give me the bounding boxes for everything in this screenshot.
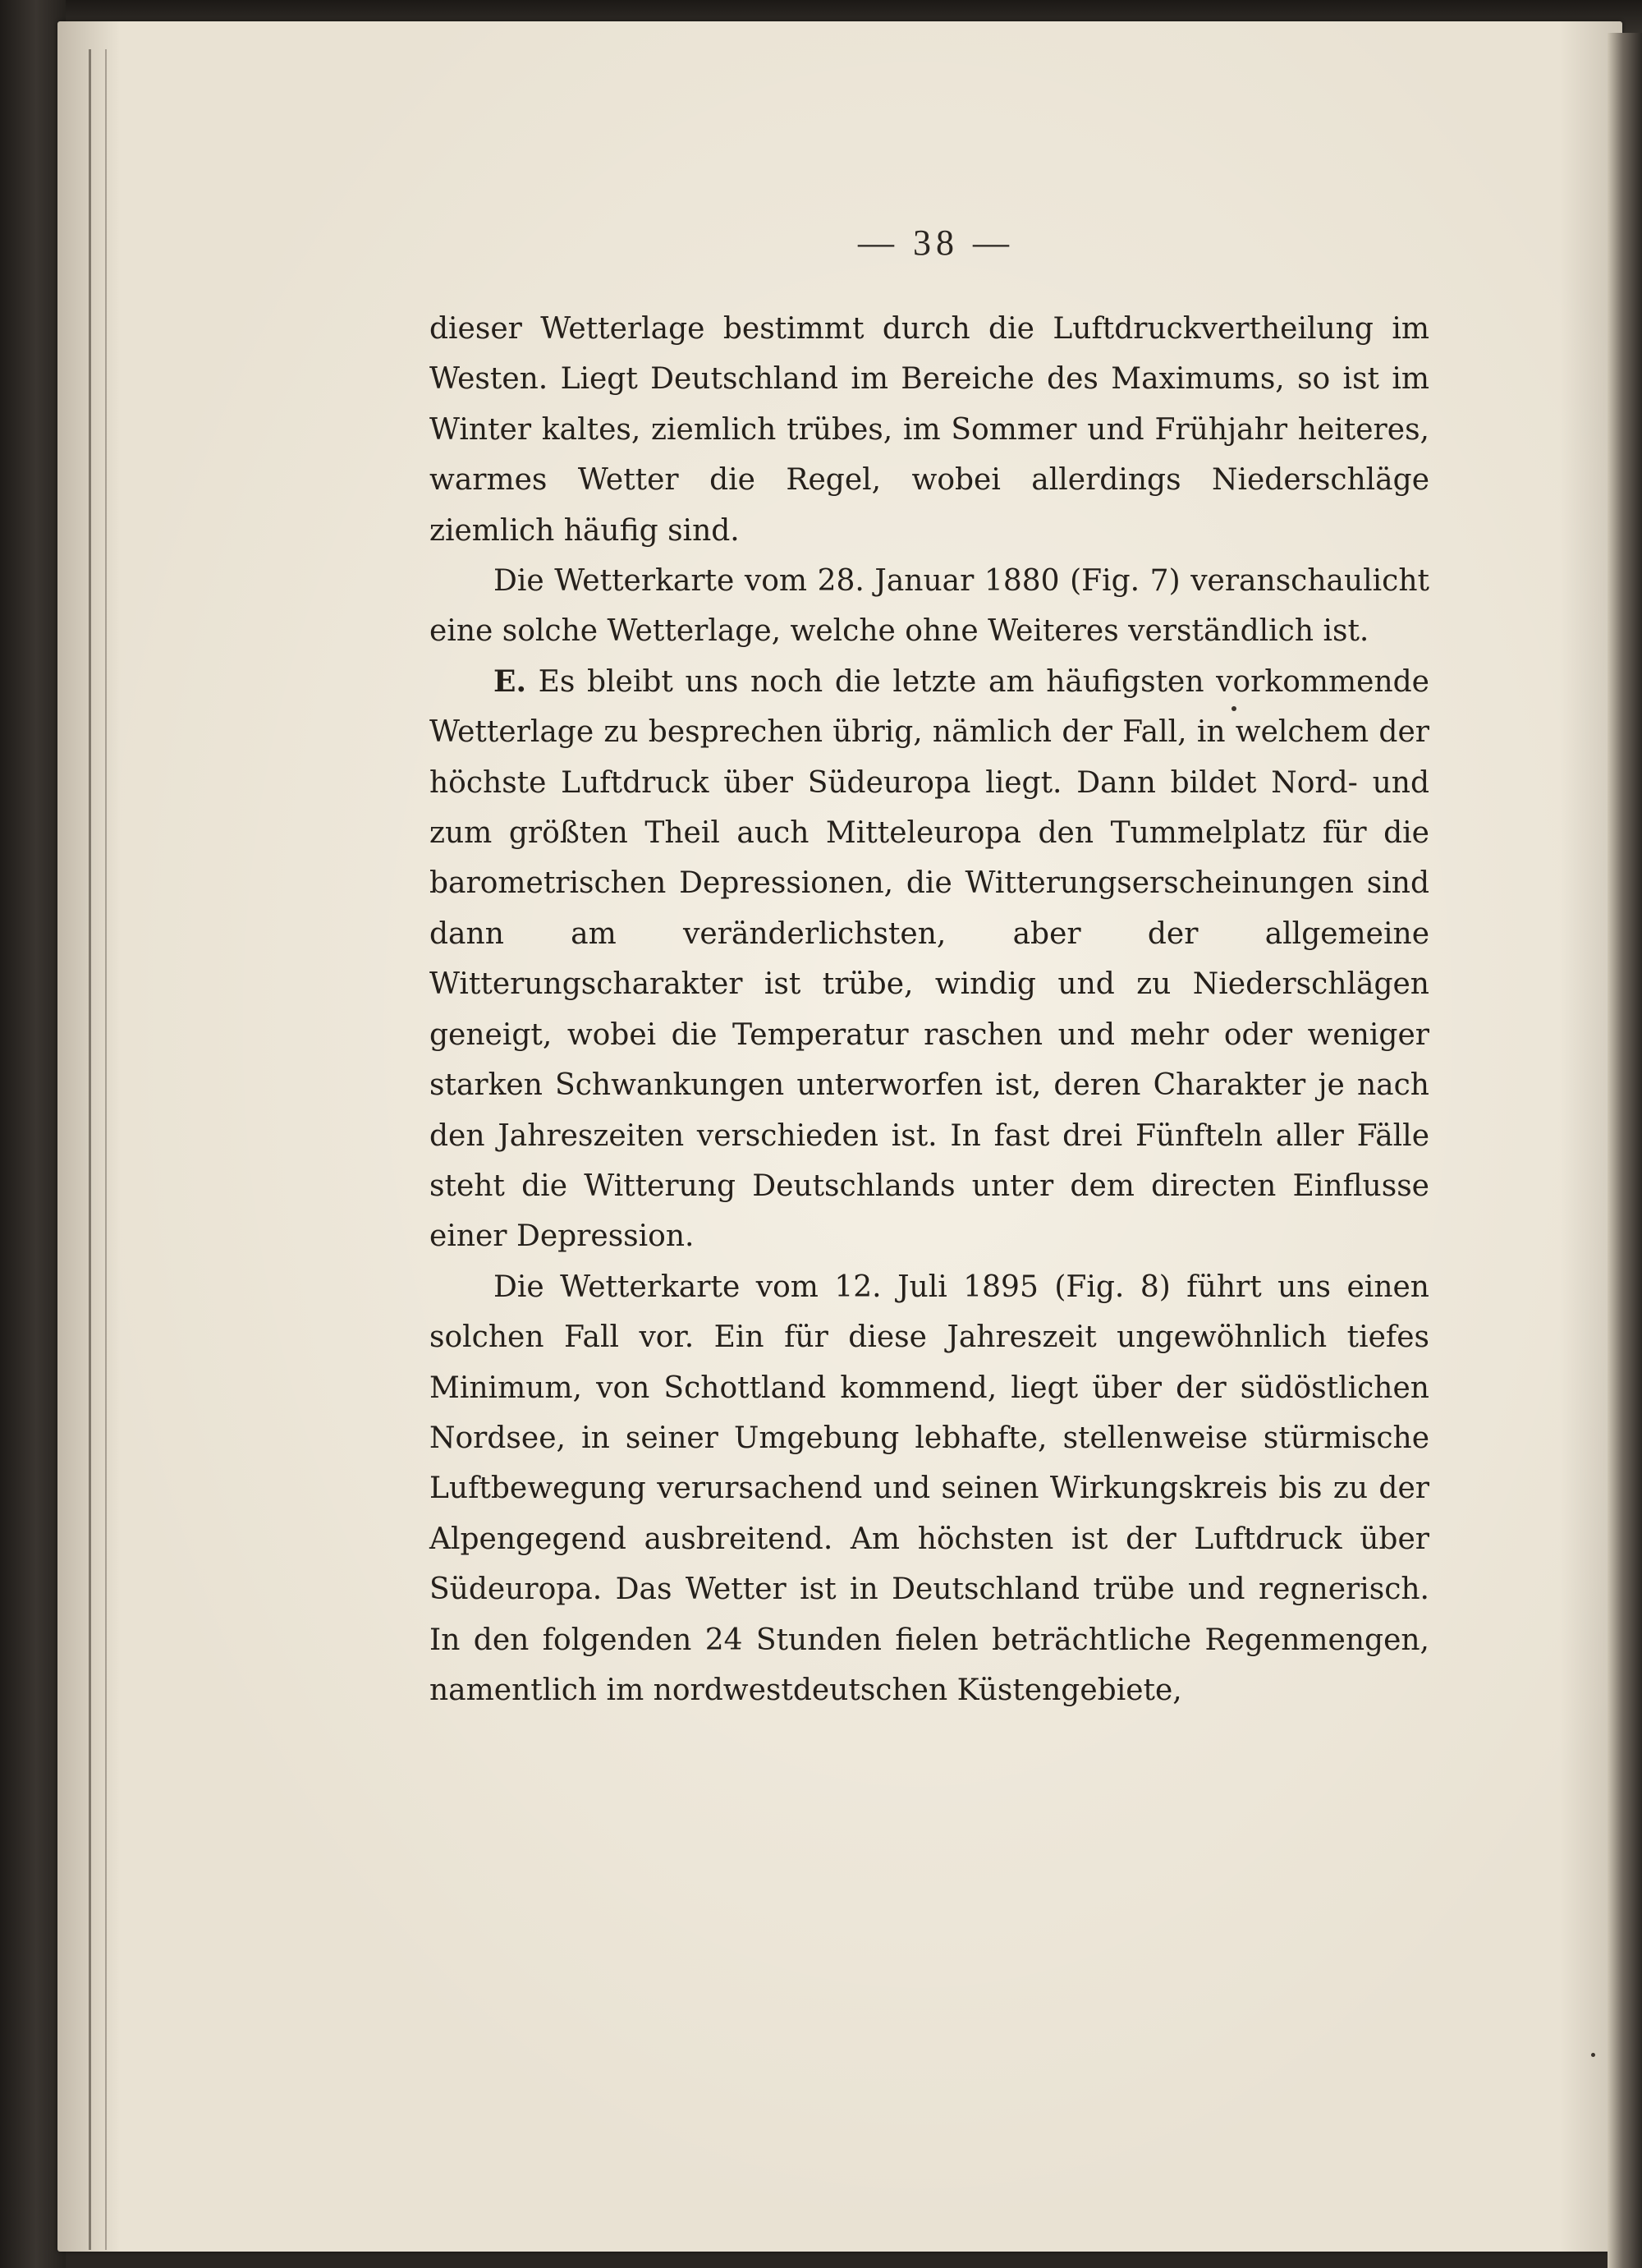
page-gutter-fold-inner: [105, 49, 107, 2250]
paragraph-3: [429, 657, 1429, 1262]
body-text: [429, 304, 1429, 1715]
book-binding: [0, 0, 66, 2268]
paragraph-4: Die Wetterkarte vom 12. Juli 1895 (Fig. 8) führt uns einen solchen Fall vor. Ein für diese Jahreszeit ungewöhnlich tiefes Minimum, von Schottland kommend, liegt über der südöstlichen Nordsee, in seiner Umgebung lebhafte, stellenweise stürmische Luftbewegung verursachend und seinen Wirkungskreis bis zu der Alpengegend ausbreitend. Am höchsten ist der Luftdruck über Südeuropa. Das Wetter ist in Deutschland trübe und regnerisch. In den folgenden 24 Stunden fielen beträchtliche Regenmengen, namentlich im nordwestdeutschen Küstengebiete,: [429, 1269, 1429, 1707]
page-stack-edge: [1608, 33, 1642, 2268]
section-letter: E.: [493, 663, 526, 699]
paper-speck: [1591, 2053, 1595, 2057]
page-number: — 38 —: [858, 223, 1014, 263]
paragraph-1: dieser Wetterlage bestimmt durch die Luftdruckvertheilung im Westen. Liegt Deutschland im Bereiche des Maximums, so ist im Winter kaltes, ziemlich trübes, im Sommer und Frühjahr heiteres, warmes Wetter die Regel, wobei allerdings Niederschläge ziemlich häufig sind.: [429, 312, 1429, 548]
paragraph-2: Die Wetterkarte vom 28. Januar 1880 (Fig. 7) veranschaulicht eine solche Wetterlage, welche ohne Weiteres verständlich ist.: [429, 564, 1429, 649]
paragraph-3-text: Es bleibt uns noch die letzte am häufigsten vorkommende Wetterlage zu besprechen übrig, nämlich der Fall, in welchem der höchste Luftdruck über Südeuropa liegt. Dann bildet Nord- und zum größten Theil auch Mitteleuropa den Tummelplatz für die barometrischen Depressionen, die Witterungserscheinungen sind dann am veränderlichsten, aber der allgemeine Witterungscharakter ist trübe, windig und zu Niederschlägen geneigt, wobei die Temperatur raschen und mehr oder weniger starken Schwankungen unterworfen ist, deren Charakter je nach den Jahreszeiten verschieden ist. In fast drei Fünfteln aller Fälle steht die Witterung Deutschlands unter dem directen Einflusse einer Depression.: [429, 664, 1429, 1254]
page-gutter-fold: [89, 49, 91, 2250]
paper-speck: [1232, 706, 1236, 711]
